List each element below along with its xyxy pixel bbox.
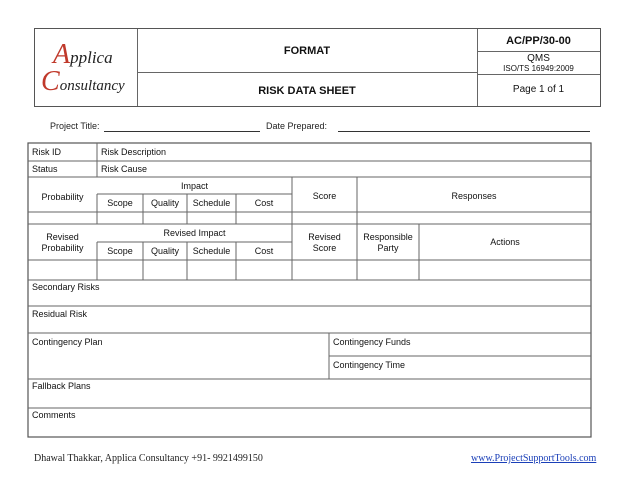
iso-label: ISO/TS 16949:2009 — [503, 64, 574, 73]
risk-description-label: Risk Description — [101, 147, 167, 157]
risk-cause-label: Risk Cause — [101, 164, 148, 174]
page-number: Page 1 of 1 — [512, 84, 565, 95]
risk-id-label: Risk ID — [32, 147, 61, 157]
responses-label: Responses — [451, 191, 497, 201]
contingency-time-label: Contingency Time — [333, 360, 406, 370]
revised-score-label: Revised Score — [308, 232, 341, 253]
contingency-funds-label: Contingency Funds — [333, 337, 411, 347]
qms-label: QMS — [527, 53, 550, 64]
status-label: Status — [32, 164, 58, 174]
impact-schedule-label: Schedule — [192, 198, 231, 208]
footer-author: Dhawal Thakkar, Applica Consultancy +91- 9921499150 — [34, 453, 263, 464]
fallback-plans-label: Fallback Plans — [32, 381, 91, 391]
secondary-risks-label: Secondary Risks — [32, 282, 100, 292]
revised-impact-label: Revised Impact — [163, 228, 226, 238]
revised-probability-label: Revised Probability — [41, 232, 84, 253]
residual-risk-label: Residual Risk — [32, 309, 88, 319]
impact-label: Impact — [180, 181, 208, 191]
comments-label: Comments — [32, 410, 76, 420]
sheet-title: RISK DATA SHEET — [258, 85, 356, 97]
revised-scope-label: Scope — [107, 246, 133, 256]
format-label: FORMAT — [283, 45, 331, 57]
score-label: Score — [312, 191, 337, 201]
impact-scope-label: Scope — [107, 198, 133, 208]
project-title-label: Project Title: — [50, 121, 100, 131]
company-logo: Applica Consultancy — [41, 39, 125, 97]
probability-label: Probability — [41, 192, 84, 202]
impact-cost-label: Cost — [254, 198, 274, 208]
date-prepared-label: Date Prepared: — [266, 121, 328, 131]
revised-schedule-label: Schedule — [192, 246, 231, 256]
document-code: AC/PP/30-00 — [506, 35, 571, 47]
responsible-party-label: Responsible Party — [363, 232, 413, 253]
revised-quality-label: Quality — [150, 246, 179, 256]
footer-website-link[interactable]: www.ProjectSupportTools.com — [471, 453, 597, 464]
impact-quality-label: Quality — [150, 198, 179, 208]
actions-label: Actions — [490, 237, 520, 247]
revised-cost-label: Cost — [254, 246, 274, 256]
contingency-plan-label: Contingency Plan — [32, 337, 103, 347]
